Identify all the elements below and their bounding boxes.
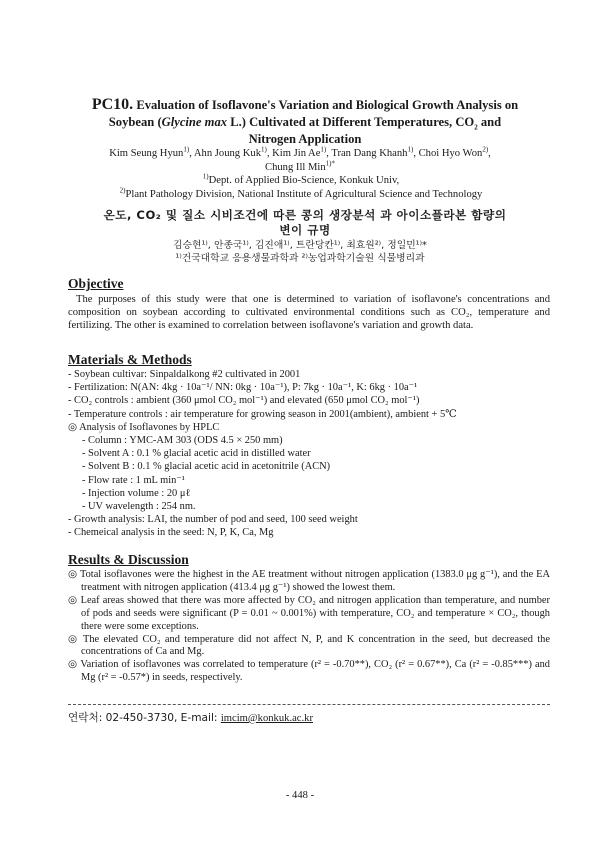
author-mark: 1) <box>261 145 267 154</box>
methods-item: - Growth analysis: LAI, the number of pod and seed, 100 seed weight <box>68 514 358 526</box>
results-item: ◎ Total isoflavones were the highest in the AE treatment without nitrogen application (1383.0 μg g⁻¹), and the EA treatment with nitrogen application (413.4 μg g⁻¹) showed the lowest them. <box>68 569 550 593</box>
author-mark: 1) <box>183 145 190 154</box>
methods-item: - Soybean cultivar: Sinpaldalkong #2 cultivated in 2001 <box>68 369 301 380</box>
author: Chung Ill Min <box>265 162 326 173</box>
author-separator: , <box>488 148 491 159</box>
contact-line <box>68 711 313 726</box>
species-name: Glycine max <box>161 115 228 129</box>
authors-line-1 <box>60 147 540 161</box>
results-item: ◎ Variation of isoflavones was correlated to temperature (r² = -0.70**), CO₂ (r² = 0.67**), Ca (r² = -0.85***) and Mg (r² = -0.57*) in seeds, respectively. <box>68 659 550 684</box>
methods-item: ◎ Analysis of Isoflavones by HPLC <box>68 421 220 433</box>
author-mark: 1)* <box>325 159 335 168</box>
affiliation-text: Plant Pathology Division, National Institute of Agricultural Science and Technology <box>125 189 483 200</box>
results-heading: Results & Discussion <box>68 552 189 567</box>
methods-item: - Chemeical analysis in the seed: N, P, K, Ca, Mg <box>68 527 274 539</box>
title-line-2 <box>70 114 540 131</box>
methods-item: - UV wavelength : 254 nm. <box>82 500 196 512</box>
author: , Kim Jin Ae <box>266 148 321 159</box>
author-list <box>60 147 540 175</box>
author: , Choi Hyo Won <box>413 148 483 159</box>
author: , Ahn Joung Kuk <box>189 148 261 159</box>
title-line-2-b: L.) Cultivated at Different Temperatures, CO <box>227 115 475 129</box>
results-item: ◎ The elevated CO₂ and temperature did not affect N, P, and K concentration in the seed, but decreased the concentrations of Ca and Mg. <box>68 633 550 658</box>
korean-title-line-1: 온도, CO₂ 및 질소 시비조건에 따른 콩의 생장분석 과 아이소플라본 함량의 <box>103 208 507 222</box>
contact-label: 연락처: 02-450-3730, E-mail: <box>68 712 218 724</box>
methods-heading: Materials & Methods <box>68 352 192 367</box>
affiliation-mark: 2) <box>119 186 126 195</box>
paper-code: PC10. <box>91 96 134 113</box>
methods-list <box>68 368 558 539</box>
methods-item: - Solvent A : 0.1 % glacial acetic acid in distilled water <box>82 448 311 460</box>
affiliation-2 <box>56 188 546 202</box>
title-line-2-a: Soybean ( <box>108 115 162 129</box>
methods-item: - Fertilization: N(AN: 4kg · 10a⁻¹/ NN: 0kg · 10a⁻¹), P: 7kg · 10a⁻¹, K: 6kg · 10a⁻¹ <box>68 382 418 394</box>
authors-line-2 <box>60 161 540 175</box>
methods-item: - Column : YMC-AM 303 (ODS 4.5 × 250 mm) <box>82 434 283 446</box>
korean-title-line-2: 변이 규명 <box>279 223 331 237</box>
methods-item: - CO₂ controls : ambient (360 μmol CO₂ mol⁻¹) and elevated (650 μmol CO₂ mol⁻¹) <box>68 395 420 407</box>
title-line-2-c: and <box>477 115 502 129</box>
affiliation-text: Dept. of Applied Bio-Science, Konkuk Univ, <box>208 175 400 186</box>
paper-title <box>70 96 540 148</box>
title-line-1 <box>70 96 540 114</box>
methods-item: - Solvent B : 0.1 % glacial acetic acid in acetonitrile (ACN) <box>82 461 331 473</box>
author: , Tran Dang Khanh <box>326 148 408 159</box>
divider <box>68 704 550 705</box>
methods-item: - Flow rate : 1 mL min⁻¹ <box>82 474 185 486</box>
objective-heading: Objective <box>68 276 124 291</box>
author-mark: 2) <box>482 145 489 154</box>
korean-title <box>70 208 540 238</box>
results-list <box>68 569 550 685</box>
co2-subscript: 2 <box>474 123 478 132</box>
affiliation-mark: 1) <box>202 172 209 181</box>
methods-item: - Injection volume : 20 μℓ <box>82 487 191 499</box>
affiliation-1 <box>56 174 546 188</box>
author-mark: 1) <box>407 145 414 154</box>
methods-item: - Temperature controls : air temperature for growing season in 2001(ambient), ambient + 5℃ <box>68 408 457 420</box>
korean-authors <box>60 239 540 265</box>
email-link[interactable]: imcim@konkuk.ac.kr <box>220 713 313 724</box>
title-line-3: Nitrogen Application <box>248 132 362 146</box>
korean-author-list: 김승현¹⁾, 안종국¹⁾, 김진애¹⁾, 트란당칸¹⁾, 최효원²⁾, 정일민¹⁾* <box>173 240 427 251</box>
results-item: ◎ Leaf areas showed that there was more affected by CO₂ and nitrogen application than temperature, and number of pods and seeds were significant (P = 0.01 ~ 0.001%) with temperature, CO₂ and temperature × CO₂, though there were some exceptions. <box>68 594 550 632</box>
author: Kim Seung Hyun <box>109 148 184 159</box>
objective-text: The purposes of this study were that one is determined to variation of isoflavone's concentrations and composition on soybean according to cultivated environmental conditions such as CO₂, temperature and fertilizing. The other is examined to correlation between isoflavone's variation and growth data. <box>68 294 550 332</box>
page-number: - 448 - <box>285 790 315 801</box>
title-line-1-text: Evaluation of Isoflavone's Variation and Biological Growth Analysis on <box>136 98 519 112</box>
author-mark: 1) <box>320 145 327 154</box>
korean-affiliations: ¹⁾건국대학교 응용생물과학과 ²⁾농업과학기술원 식물병리과 <box>175 253 425 264</box>
